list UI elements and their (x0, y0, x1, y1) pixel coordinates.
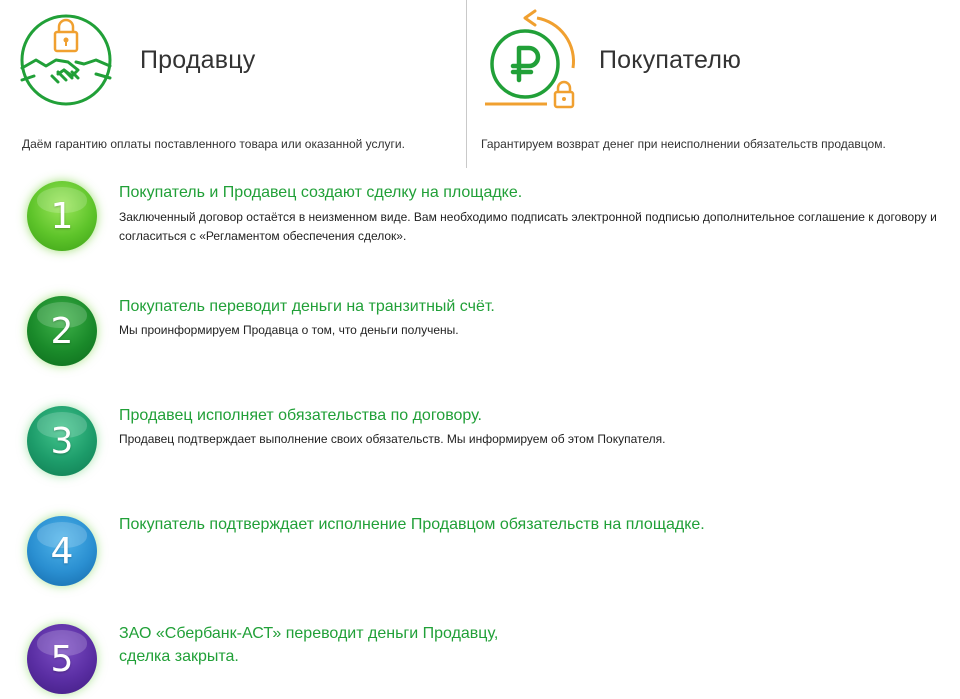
seller-title: Продавцу (140, 46, 256, 74)
step-body: Мы проинформируем Продавца о том, что деньги получены. (119, 323, 459, 337)
step-heading: Покупатель и Продавец создают сделку на площадке. (119, 184, 523, 201)
buyer-title: Покупателю (599, 46, 742, 74)
handshake-lock-icon (18, 10, 118, 106)
step-number: 5 (50, 638, 74, 680)
step-number: 4 (50, 530, 74, 572)
buyer-description: Гарантируем возврат денег при неисполнении обязательств продавцом. (481, 137, 886, 151)
step-heading: Продавец исполняет обязательства по договору. (119, 407, 482, 424)
buyer-panel (467, 0, 960, 168)
step-heading-line-2: сделка закрыта. (119, 648, 239, 665)
step-heading: Покупатель подтверждает исполнение Продавцом обязательств на площадке. (119, 516, 705, 533)
step-number-badge (27, 181, 97, 251)
step-heading: Покупатель переводит деньги на транзитный счёт. (119, 298, 495, 315)
step-number-badge (27, 296, 97, 366)
step-body: Продавец подтверждает выполнение своих обязательств. Мы информируем об этом Покупателя. (119, 432, 666, 446)
step-number-badge (27, 406, 97, 476)
step-number-badge (27, 624, 97, 694)
step-number: 3 (50, 420, 74, 462)
top-section (0, 0, 960, 168)
step-body: Заключенный договор остаётся в неизменном виде. Вам необходимо подписать электронной подписью дополнительное соглашение к договору и согласиться с «Регламентом обеспечения сделок». (119, 210, 937, 243)
step-heading-line-1: ЗАО «Сбербанк-АСТ» переводит деньги Продавцу, (119, 625, 499, 642)
ruble-refund-icon (479, 8, 583, 112)
step-number: 2 (50, 310, 74, 352)
step-number-badge (27, 516, 97, 586)
seller-panel (0, 0, 466, 168)
seller-description: Даём гарантию оплаты поставленного товара или оказанной услуги. (22, 137, 405, 151)
step-number: 1 (50, 195, 74, 237)
